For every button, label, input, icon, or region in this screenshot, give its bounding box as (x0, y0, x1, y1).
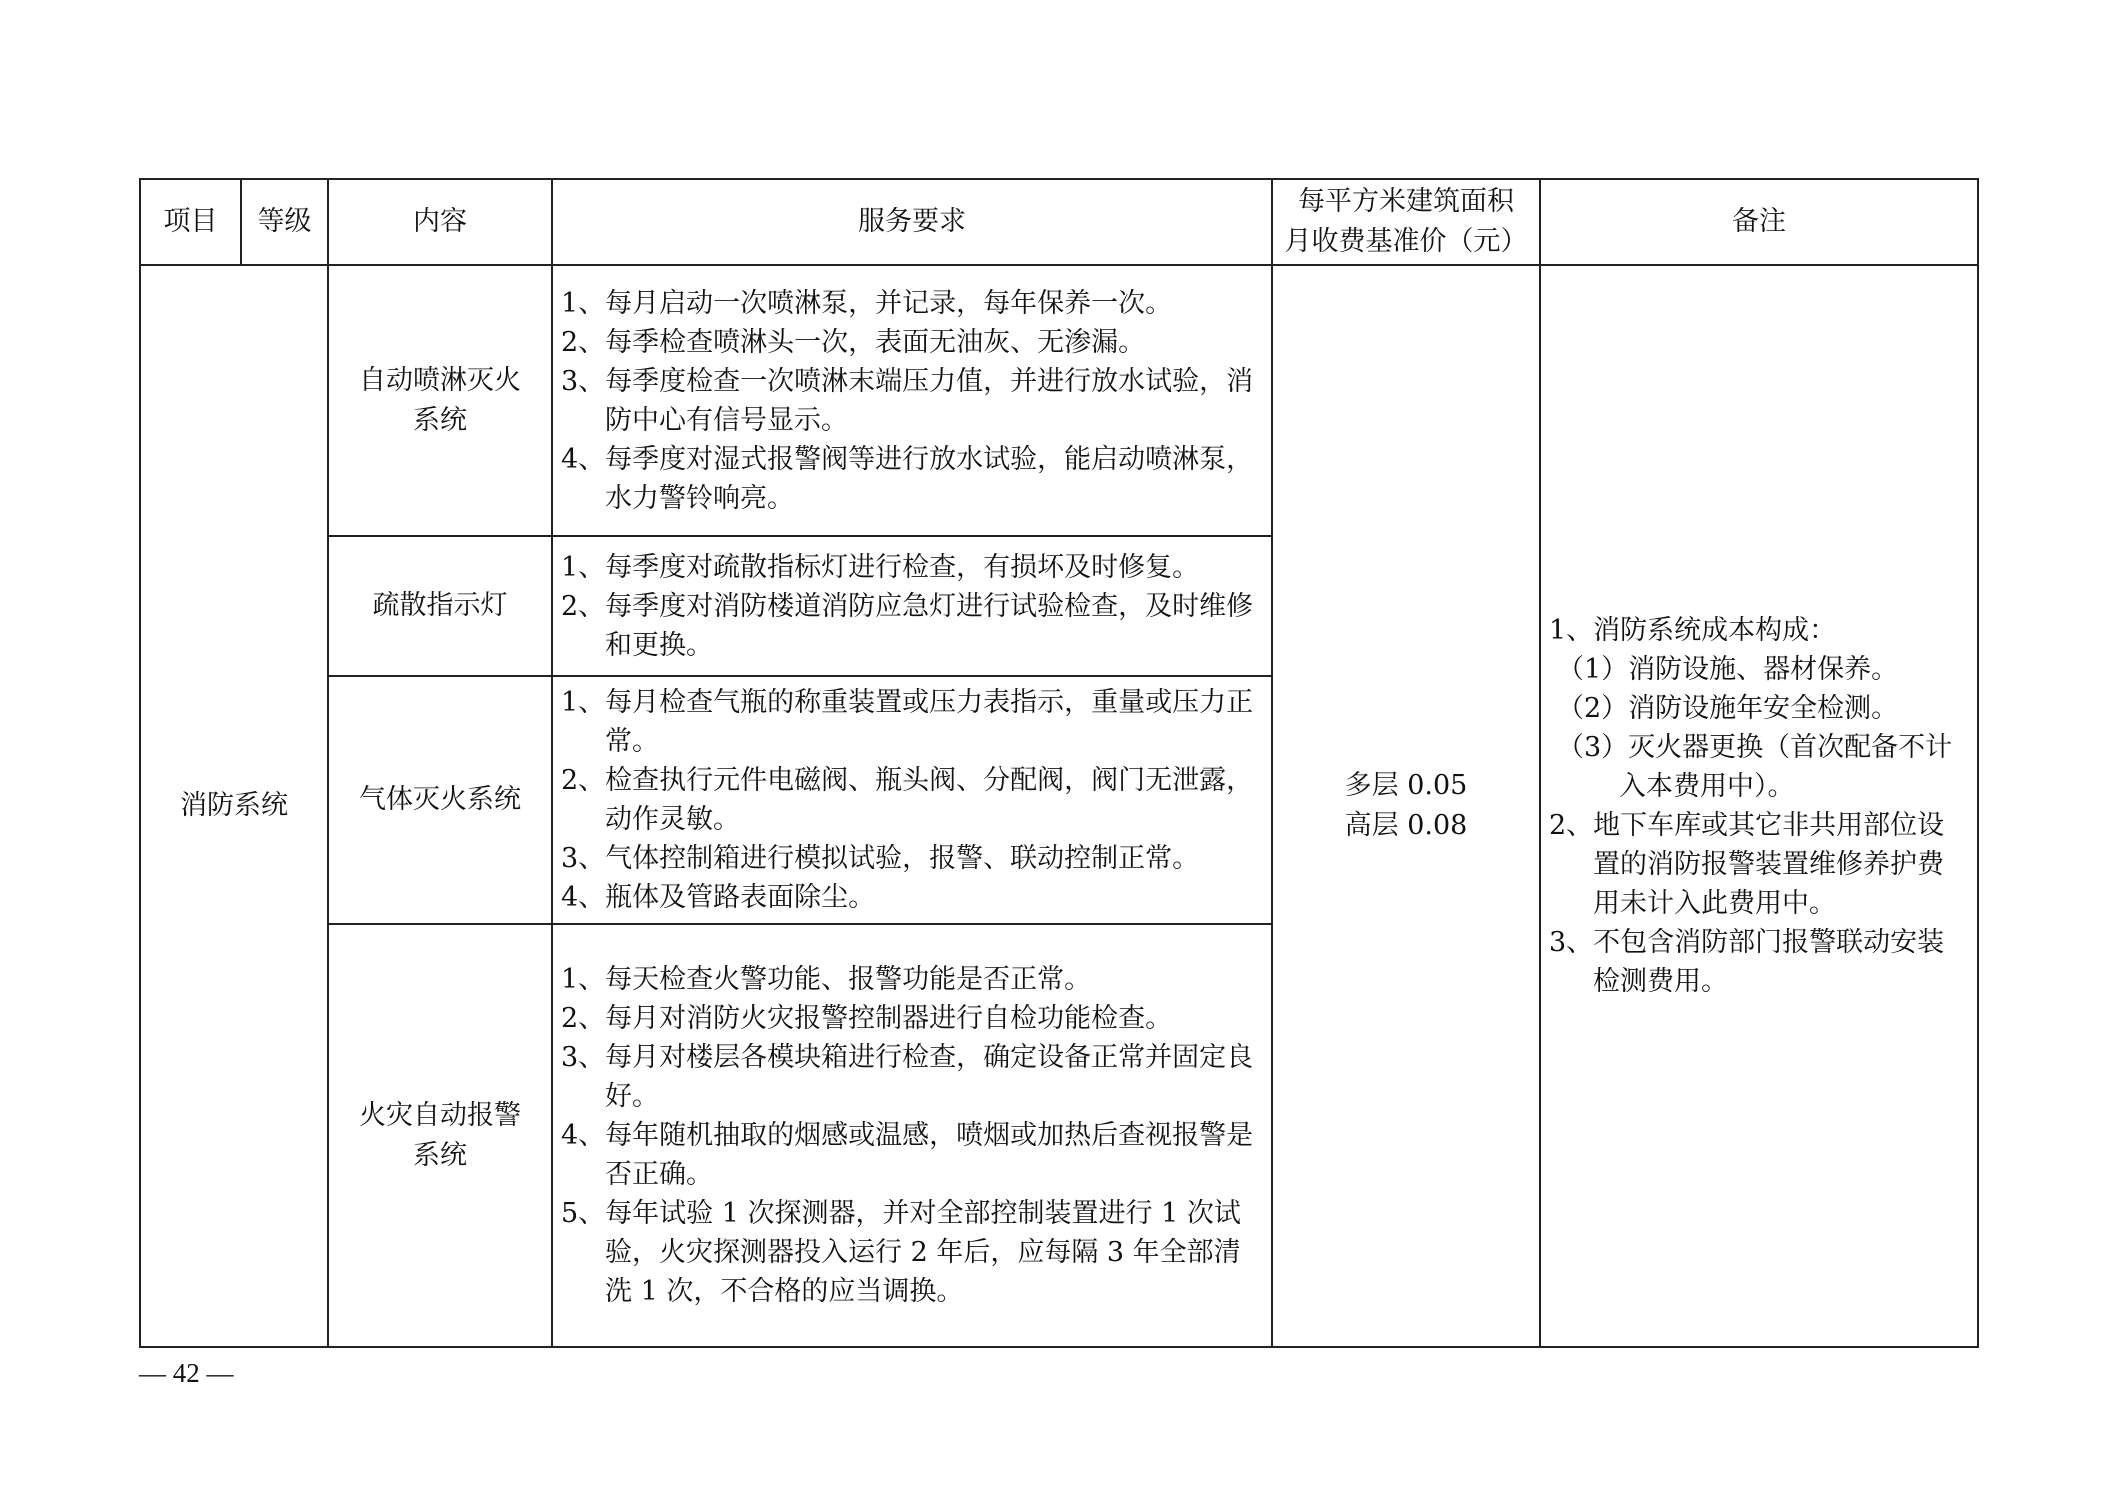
remark-item: 2、地下车库或其它非共用部位设置的消防报警装置维修养护费用未计入此费用中。 (1549, 810, 1945, 919)
content-line: 气体灭火系统 (359, 784, 521, 815)
content-cell (328, 676, 552, 924)
page-number: — 42 — (139, 1358, 234, 1388)
table-header-row (140, 179, 1978, 265)
service-standard-table (139, 178, 1979, 1348)
remark-item: 1、消防系统成本构成： (1549, 615, 1837, 646)
requirement-item: 2、每月对消防火灾报警控制器进行自检功能检查。 (561, 1003, 1173, 1034)
requirement-item: 2、每季检查喷淋头一次，表面无油灰、无渗漏。 (561, 326, 1146, 358)
remarks-cell (1540, 265, 1978, 1347)
requirement-cell (552, 265, 1272, 536)
price-high-rise: 高层 0.08 (1344, 810, 1468, 841)
requirement-cell (552, 924, 1272, 1347)
content-line: 疏散指示灯 (372, 590, 508, 621)
price-cell (1272, 265, 1540, 1347)
content-cell (328, 265, 552, 536)
header-remarks: 备注 (1540, 179, 1978, 265)
requirement-item: 2、检查执行元件电磁阀、瓶头阀、分配阀，阀门无泄露，动作灵敏。 (561, 765, 1254, 835)
requirement-item: 3、每季度检查一次喷淋末端压力值，并进行放水试验，消防中心有信号显示。 (561, 365, 1254, 436)
requirement-item: 3、气体控制箱进行模拟试验，报警、联动控制正常。 (561, 843, 1200, 874)
content-cell (328, 924, 552, 1347)
content-line: 系统 (413, 404, 467, 436)
content-cell (328, 536, 552, 676)
requirement-item: 5、每年试验 1 次探测器，并对全部控制装置进行 1 次试验，火灾探测器投入运行 2 年后，应每隔 3 年全部清洗 1 次，不合格的应当调换。 (561, 1198, 1241, 1307)
content-line: 自动喷淋灭火 (359, 364, 521, 396)
header-price-line2: 月收费基准价（元） (1284, 226, 1528, 257)
requirement-item: 1、每天检查火警功能、报警功能是否正常。 (561, 964, 1092, 995)
content-line: 火灾自动报警 (359, 1099, 521, 1131)
content-line: 系统 (413, 1139, 467, 1171)
remark-subitem: （3）灭火器更换（首次配备不计入本费用中）。 (1557, 732, 1953, 802)
price-multi-storey: 多层 0.05 (1344, 770, 1468, 801)
remark-item: 3、不包含消防部门报警联动安装检测费用。 (1549, 927, 1945, 997)
header-requirement: 服务要求 (552, 179, 1272, 265)
header-project: 项目 (140, 179, 241, 265)
requirement-item: 3、每月对楼层各模块箱进行检查，确定设备正常并固定良好。 (561, 1042, 1254, 1112)
requirement-cell (552, 676, 1272, 924)
remark-subitem: （2）消防设施年安全检测。 (1557, 693, 1899, 724)
header-content: 内容 (328, 179, 552, 265)
remark-subitem: （1）消防设施、器材保养。 (1557, 654, 1899, 685)
header-price (1272, 179, 1540, 265)
requirement-cell (552, 536, 1272, 676)
requirement-item: 1、每季度对疏散指标灯进行检查，有损坏及时修复。 (561, 551, 1200, 583)
requirement-item: 1、每月启动一次喷淋泵，并记录，每年保养一次。 (561, 287, 1173, 319)
requirement-item: 4、瓶体及管路表面除尘。 (561, 882, 876, 913)
project-cell: 消防系统 (140, 265, 328, 1347)
requirement-item: 4、每季度对湿式报警阀等进行放水试验，能启动喷淋泵，水力警铃响亮。 (561, 443, 1254, 514)
header-price-line1: 每平方米建筑面积 (1298, 186, 1514, 217)
requirement-item: 1、每月检查气瓶的称重装置或压力表指示，重量或压力正常。 (561, 687, 1254, 757)
requirement-item: 4、每年随机抽取的烟感或温感，喷烟或加热后查视报警是否正确。 (561, 1120, 1254, 1190)
table-row (140, 265, 1978, 536)
requirement-item: 2、每季度对消防楼道消防应急灯进行试验检查，及时维修和更换。 (561, 590, 1254, 661)
header-level: 等级 (241, 179, 328, 265)
